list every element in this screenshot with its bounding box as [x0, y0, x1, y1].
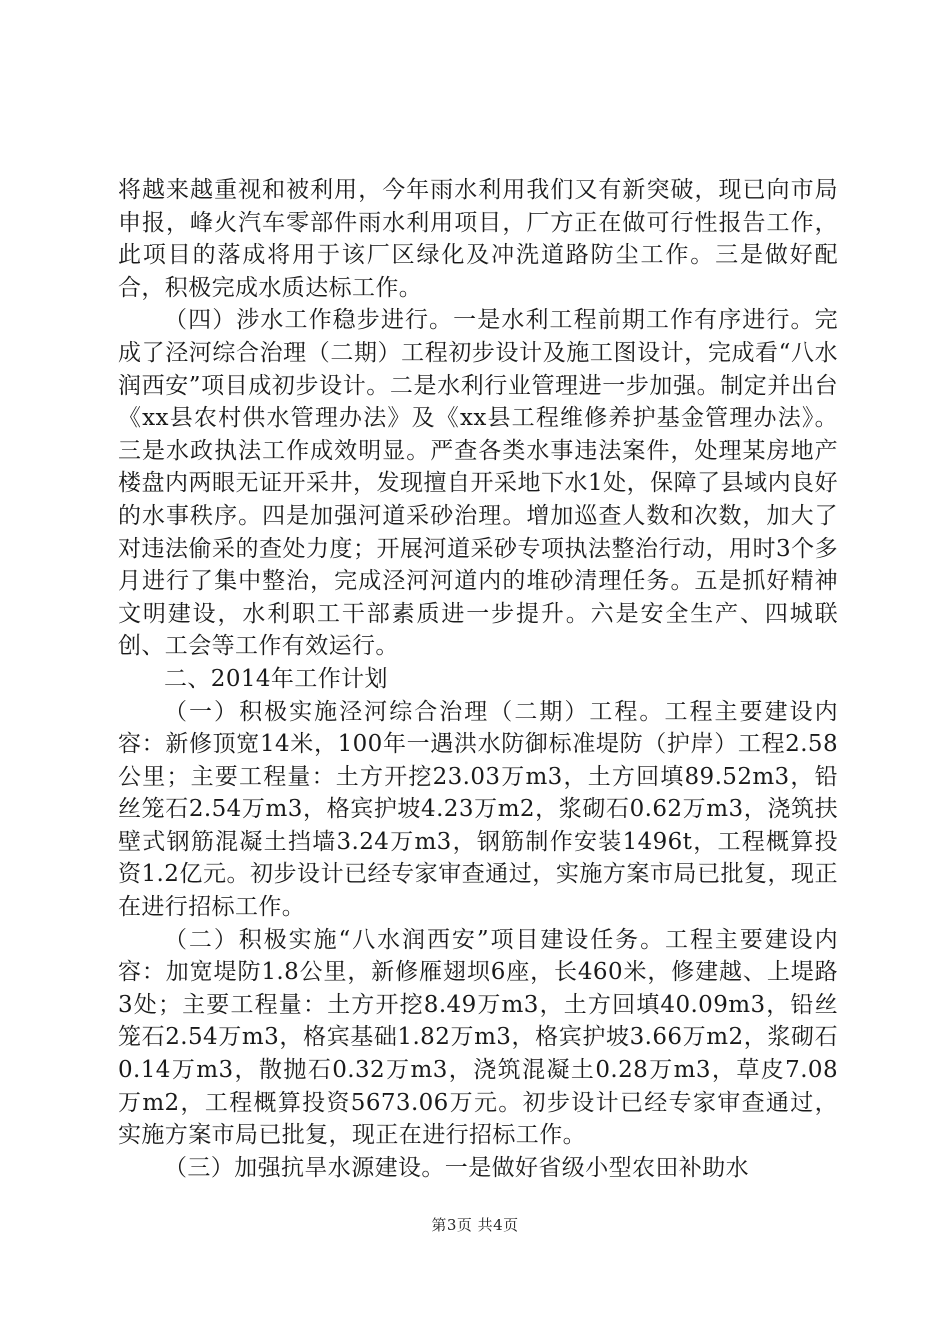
paragraph-plan-item-two: （二）积极实施“八水润西安”项目建设任务。工程主要建设内容：加宽堤防1.8公里，新修雁翅坝6座，长460米，修建越、上堤路3处；主要工程量：土方开挖8.49万m3，土方回填40.09m3，铅丝笼石2.54万m3，格宾基础1.82万m3，格宾护坡3.66万m2，浆砌石0.14万m3，散抛石0.32万m3，浇筑混凝土0.28万m3，草皮7.08万m2，工程概算投资5673.06万元。初步设计已经专家审查通过，实施方案市局已批复，现正在进行招标工作。	[118, 926, 838, 1149]
page-number-footer: 第3页 共4页	[431, 1216, 519, 1234]
heading-work-plan: 二、2014年工作计划	[164, 665, 388, 692]
document-body	[118, 174, 838, 1184]
paragraph-section-four: （四）涉水工作稳步进行。一是水利工程前期工作有序进行。完成了泾河综合治理（二期）工程初步设计及施工图设计，完成看“八水润西安”项目成初步设计。二是水利行业管理进一步加强。制定并出台《xx县农村供水管理办法》及《xx县工程维修养护基金管理办法》。三是水政执法工作成效明显。严查各类水事违法案件，处理某房地产楼盘内两眼无证开采井，发现擅自开采地下水1处，保障了县域内良好的水事秩序。四是加强河道采砂治理。增加巡查人数和次数，加大了对违法偷采的查处力度；开展河道采砂专项执法整治行动，用时3个多月进行了集中整治，完成泾河河道内的堆砂清理任务。五是抓好精神文明建设，水利职工干部素质进一步提升。六是安全生产、四城联创、工会等工作有效运行。	[118, 307, 838, 660]
paragraph-plan-item-three: （三）加强抗旱水源建设。一是做好省级小型农田补助水	[164, 1154, 749, 1181]
paragraph-continuation: 将越来越重视和被利用，今年雨水利用我们又有新突破，现已向市局申报，峰火汽车零部件雨水利用项目，厂方正在做可行性报告工作，此项目的落成将用于该厂区绿化及冲洗道路防尘工作。三是做好配合，积极完成水质达标工作。	[118, 177, 838, 301]
paragraph-plan-item-one: （一）积极实施泾河综合治理（二期）工程。工程主要建设内容：新修顶宽14米，100年一遇洪水防御标准堤防（护岸）工程2.58公里；主要工程量：土方开挖23.03万m3，土方回填89.52m3，铅丝笼石2.54万m3，格宾护坡4.23万m2，浆砌石0.62万m3，浇筑扶壁式钢筋混凝土挡墙3.24万m3，钢筋制作安装1496t，工程概算投资1.2亿元。初步设计已经专家审查通过，实施方案市局已批复，现正在进行招标工作。	[118, 698, 838, 921]
